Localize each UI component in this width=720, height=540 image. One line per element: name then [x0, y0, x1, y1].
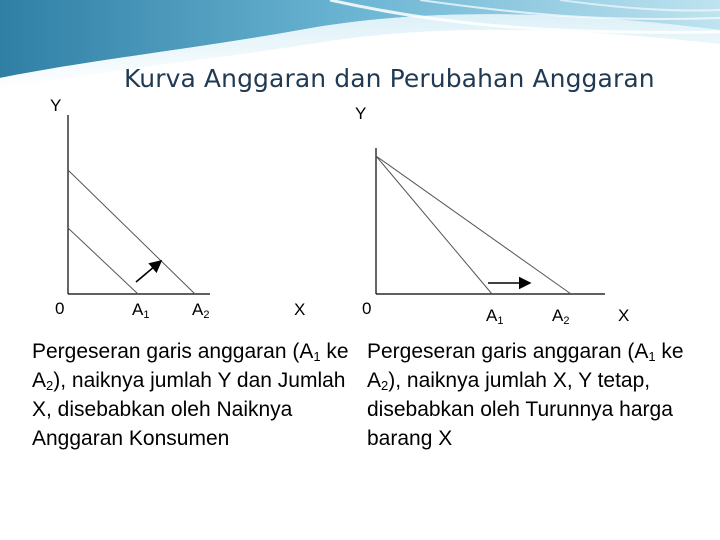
left-budget-line-a2 — [68, 170, 195, 294]
right-a1-label: $A_1$ — [486, 306, 504, 327]
left-y-axis-label: Y — [50, 96, 62, 115]
slide-title: Kurva Anggaran dan Perubahan Anggaran — [124, 64, 655, 93]
left-budget-line-a1 — [68, 228, 138, 294]
left-diagram — [68, 115, 210, 294]
right-caption: Pergeseran garis anggaran ($A_1$ ke $A_2$), naiknya jumlah X, Y tetap, disebabkan oleh Turunnya harga barang X — [367, 340, 684, 450]
right-x-axis-label: X — [618, 306, 630, 325]
right-diagram — [376, 148, 605, 294]
right-a2-label: $A_2$ — [552, 306, 570, 327]
right-y-axis-label: Y — [355, 104, 367, 123]
right-origin-label: 0 — [362, 299, 372, 318]
right-budget-line-a1 — [376, 156, 492, 294]
left-x-axis-label: X — [294, 300, 306, 319]
left-a2-label: $A_2$ — [192, 300, 210, 321]
left-a1-label: $A_1$ — [132, 300, 150, 321]
left-origin-label: 0 — [55, 299, 65, 318]
left-caption: Pergeseran garis anggaran ($A_1$ ke $A_2$), naiknya jumlah Y dan Jumlah X, disebabkan oleh Naiknya Anggaran Konsumen — [32, 340, 349, 450]
left-shift-arrow — [136, 261, 161, 282]
right-budget-line-a2 — [376, 156, 571, 294]
